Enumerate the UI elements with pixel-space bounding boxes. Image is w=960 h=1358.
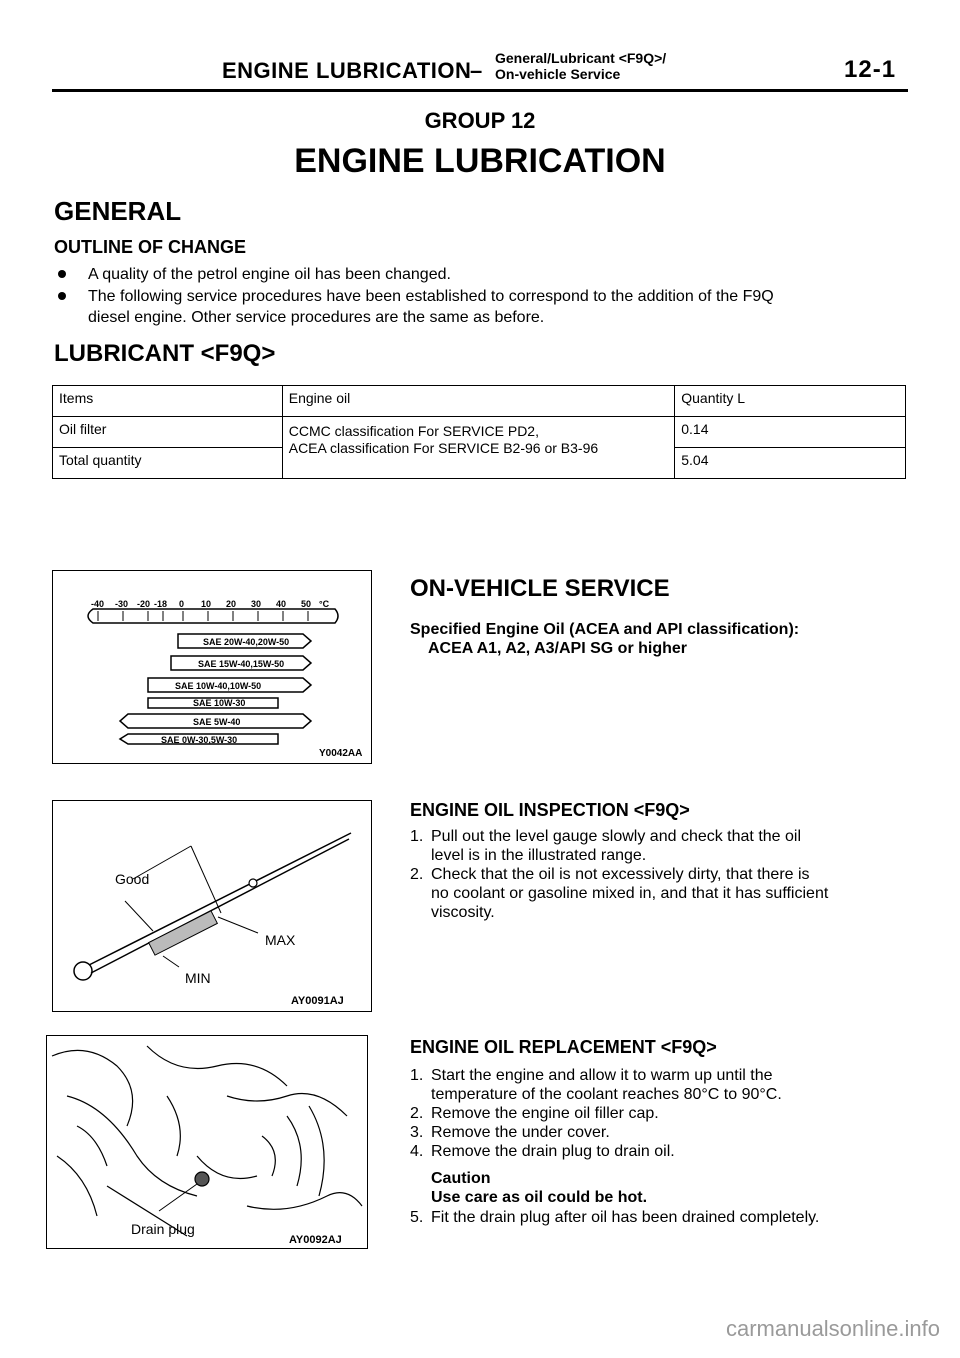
temp-label: 30 bbox=[251, 599, 262, 609]
grade-label: SAE 20W-40,20W-50 bbox=[203, 637, 290, 647]
viscosity-chart-graphic bbox=[53, 571, 371, 763]
min-label: MIN bbox=[185, 970, 211, 986]
caution-label: Caution bbox=[431, 1170, 491, 1187]
bullet-text: The following service procedures have been established to correspond to the addition of the F9Q bbox=[88, 288, 774, 305]
page-number: 12-1 bbox=[844, 56, 897, 83]
step-number: 1. bbox=[410, 1067, 424, 1084]
list-item bbox=[410, 1208, 910, 1227]
lubricant-heading: LUBRICANT <F9Q> bbox=[54, 340, 276, 367]
spec-line2: ACEA A1, A2, A3/API SG or higher bbox=[428, 640, 688, 657]
header-subtitle-line2: On-vehicle Service bbox=[495, 66, 621, 82]
step-number: 3. bbox=[410, 1124, 424, 1141]
caution-text: Use care as oil could be hot. bbox=[431, 1189, 648, 1206]
step-line: Remove the drain plug to drain oil. bbox=[431, 1143, 675, 1160]
inspection-heading: ENGINE OIL INSPECTION <F9Q> bbox=[410, 800, 690, 820]
figure-code: Y0042AA bbox=[319, 748, 363, 759]
table-header: Quantity L bbox=[675, 386, 906, 417]
step-number: 5. bbox=[410, 1209, 424, 1226]
replacement-heading: ENGINE OIL REPLACEMENT <F9Q> bbox=[410, 1037, 717, 1057]
step-line: level is in the illustrated range. bbox=[431, 847, 647, 864]
temp-label: 40 bbox=[276, 599, 287, 609]
grade-label: SAE 0W-30,5W-30 bbox=[161, 735, 238, 745]
step-line: viscosity. bbox=[431, 904, 495, 921]
header-section-title: ENGINE LUBRICATION bbox=[222, 58, 472, 83]
step-number: 1. bbox=[410, 828, 424, 845]
header-rule bbox=[52, 89, 908, 92]
step-line: Remove the under cover. bbox=[431, 1124, 610, 1141]
table-cell: Oil filter bbox=[53, 417, 283, 448]
page-title: ENGINE LUBRICATION bbox=[294, 142, 666, 180]
figure-code: AY0091AJ bbox=[291, 995, 344, 1007]
general-heading: GENERAL bbox=[54, 196, 182, 226]
list-item bbox=[410, 865, 910, 922]
step-line: Check that the oil is not excessively dirty, that there is bbox=[431, 866, 810, 883]
temp-label: -18 bbox=[154, 599, 168, 609]
step-line: Remove the engine oil filler cap. bbox=[431, 1105, 659, 1122]
step-line: Fit the drain plug after oil has been drained completely. bbox=[431, 1209, 820, 1226]
bullet-dot bbox=[58, 270, 66, 278]
list-item bbox=[410, 1066, 910, 1104]
grade-label: SAE 10W-30 bbox=[193, 698, 246, 708]
watermark: carmanualsonline.info bbox=[725, 1316, 940, 1341]
step-number: 4. bbox=[410, 1143, 424, 1160]
bullet-dot bbox=[58, 292, 66, 300]
max-label: MAX bbox=[265, 932, 296, 948]
table-cell: 0.14 bbox=[675, 417, 906, 448]
good-label: Good bbox=[115, 871, 150, 887]
grade-label: SAE 5W-40 bbox=[193, 717, 241, 727]
temp-label: -20 bbox=[137, 599, 151, 609]
grade-label: SAE 10W-40,10W-50 bbox=[175, 681, 262, 691]
bullet-text: A quality of the petrol engine oil has been changed. bbox=[88, 266, 451, 283]
table-cell-engine-oil bbox=[282, 417, 675, 479]
viscosity-chart-figure bbox=[52, 570, 372, 764]
step-line: Start the engine and allow it to warm up until the bbox=[431, 1067, 773, 1084]
bullet-item bbox=[58, 264, 908, 285]
table-header-row bbox=[53, 386, 906, 417]
step-number: 2. bbox=[410, 1105, 424, 1122]
temp-ticks bbox=[98, 611, 308, 621]
engine-oil-line1: CCMC classification For SERVICE PD2, bbox=[288, 423, 539, 439]
on-vehicle-heading: ON-VEHICLE SERVICE bbox=[410, 575, 670, 602]
table-cell: Total quantity bbox=[53, 448, 283, 479]
bullet-continuation: diesel engine. Other service procedures are the same as before. bbox=[88, 309, 545, 326]
spec-line1: Specified Engine Oil (ACEA and API classification): bbox=[410, 621, 800, 638]
temp-label: 20 bbox=[226, 599, 237, 609]
grade-label: SAE 15W-40,15W-50 bbox=[198, 659, 285, 669]
figure-code: AY0092AJ bbox=[289, 1234, 342, 1246]
header-dash: – bbox=[470, 58, 483, 83]
engine-oil-line2: ACEA classification For SERVICE B2-96 or B3-96 bbox=[288, 440, 599, 456]
outline-heading: OUTLINE OF CHANGE bbox=[54, 237, 246, 257]
drain-plug-graphic bbox=[47, 1036, 367, 1248]
table-header: Engine oil bbox=[282, 386, 675, 417]
step-line: Pull out the level gauge slowly and check that the oil bbox=[431, 828, 802, 845]
list-item bbox=[410, 1104, 910, 1123]
list-item bbox=[410, 1123, 910, 1142]
table-cell: 5.04 bbox=[675, 448, 906, 479]
temp-label: 50 bbox=[301, 599, 312, 609]
group-label: GROUP 12 bbox=[424, 108, 536, 133]
bullet-item bbox=[58, 286, 908, 307]
drain-plug-label: Drain plug bbox=[131, 1221, 195, 1237]
table-row bbox=[53, 417, 906, 448]
lubricant-table bbox=[52, 385, 906, 479]
list-item bbox=[410, 1142, 910, 1161]
table-header: Items bbox=[53, 386, 283, 417]
step-number: 2. bbox=[410, 866, 424, 883]
temp-label: 10 bbox=[201, 599, 212, 609]
list-item bbox=[410, 827, 910, 865]
temp-label: -40 bbox=[91, 599, 105, 609]
temp-unit: °C bbox=[319, 599, 330, 609]
dipstick-graphic bbox=[53, 801, 371, 1011]
step-line: temperature of the coolant reaches 80°C to 90°C. bbox=[431, 1086, 782, 1103]
temp-label: -30 bbox=[115, 599, 129, 609]
step-line: no coolant or gasoline mixed in, and that it has sufficient bbox=[431, 885, 829, 902]
temp-label: 0 bbox=[179, 599, 185, 609]
dipstick-figure bbox=[52, 800, 372, 1012]
header-subtitle-line1: General/Lubricant <F9Q>/ bbox=[495, 50, 667, 66]
drain-plug-figure bbox=[46, 1035, 368, 1249]
